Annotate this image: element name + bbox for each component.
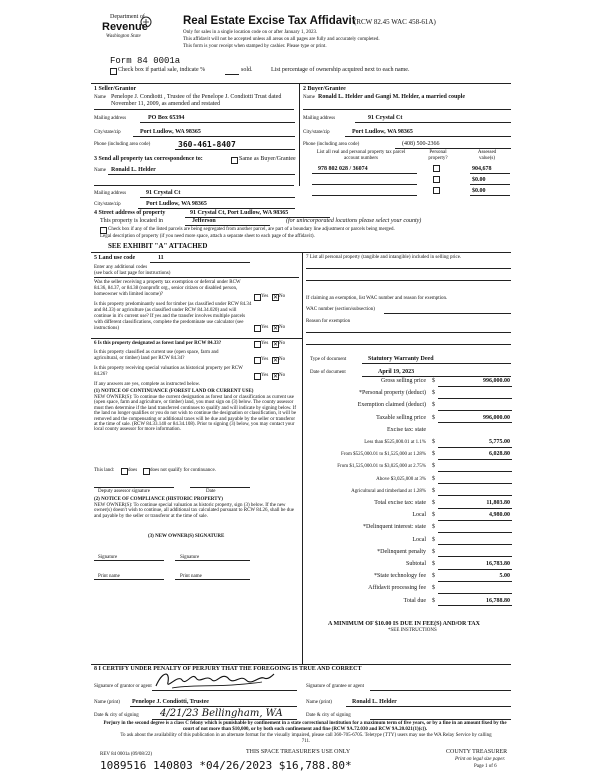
section3-name[interactable]: Ronald L. Helder — [111, 167, 156, 173]
ownership-pct-note: List percentage of ownership acquired next to each name. — [271, 67, 410, 73]
header-note-1: Only for sales in a single location code on or after January 1, 2023. — [183, 30, 318, 35]
section5-heading: 5 Land use code — [94, 255, 136, 261]
tax-row-label: *Personal property (deduct) — [359, 390, 426, 397]
same-as-buyer-label: Same as Buyer/Grantee — [239, 156, 296, 162]
tax-row-underline — [438, 471, 512, 472]
tax-row-currency: $ — [432, 585, 435, 592]
legal-description-label: Legal description of property (if you need more space, attach a separate sheet to each page of the affidavit). — [100, 234, 315, 239]
q-timber-no[interactable]: ✕ — [273, 325, 279, 332]
q-historic: Is this property receiving special valuation as historical property per RCW 84.26? — [94, 366, 243, 377]
logo-revenue-word: Revenue — [102, 21, 148, 33]
section3-name-label: Name — [94, 168, 106, 173]
tax-row-underline — [438, 593, 512, 594]
parcel-3-value[interactable]: $0.00 — [472, 188, 486, 194]
seller-city[interactable]: Port Ludlow, WA 98365 — [140, 129, 201, 135]
parcel-1-personal-checkbox[interactable] — [433, 165, 440, 172]
section3-mailing[interactable]: 91 Crystal Ct — [146, 190, 181, 196]
q-historic-no-label: No — [279, 373, 286, 378]
grantor-name[interactable]: Penelope J. Condiotti, Trustee — [132, 699, 209, 705]
q-timber-yes-label: Yes — [261, 325, 269, 330]
q-timber-yes[interactable] — [254, 325, 261, 332]
tax-row-currency: $ — [432, 402, 435, 409]
form-title: Real Estate Excise Tax Affidavit — [183, 15, 356, 27]
land-not-qualify-label: does not qualify for continuance. — [150, 468, 216, 473]
q-exemption-yes[interactable] — [254, 294, 261, 301]
logo-dept-line: Department of — [110, 14, 145, 20]
located-county[interactable]: Jefferson — [192, 218, 216, 224]
grantee-signature-label: Signature of grantee or agent — [306, 684, 365, 689]
tax-row-label: *State technology fee — [374, 573, 426, 580]
new-owner-signature-title: (3) NEW OWNER(S) SIGNATURE — [148, 534, 225, 539]
tax-row-underline — [438, 410, 512, 411]
parcel-2-value[interactable]: $0.00 — [472, 177, 486, 183]
tax-row-value[interactable]: 6,028.80 — [489, 451, 510, 458]
treasurer-stamp: 1089516 140803 *04/26/2023 $16,788.80* — [100, 759, 352, 772]
tax-row-value[interactable]: 4,980.00 — [489, 512, 510, 519]
tax-row-currency: $ — [432, 414, 435, 421]
perjury-notice: Perjury in the second degree is a class C felony which is punishable by confinement in a state correctional institution for a maximum term of five years, or by a fine in an amount fixed by the court of not more than $10,000, or by both such confinement and fine (RCW 9A.72.030 and RCW 9A.20.021(1)(c)). — [103, 721, 507, 732]
tax-row-underline — [438, 495, 512, 496]
same-as-buyer-checkbox[interactable] — [231, 157, 238, 164]
deputy-assessor-signature-label: Deputy assessor signature — [98, 489, 150, 494]
tax-row-label: Total excise tax: state — [374, 500, 426, 506]
tax-row-underline — [438, 422, 512, 423]
exhibit-a[interactable]: SEE EXHIBIT "A" ATTACHED — [108, 242, 208, 250]
tax-row-currency: $ — [432, 597, 435, 604]
q-exemption: Was the seller receiving a property tax exemption or deferral under RCW 84.36, 84.37, or 84.38 (nonprofit org., senior citizen or disabled person, homeowner with limited income)? — [94, 280, 241, 297]
if-any-yes: If any answers are yes, complete as instructed below. — [94, 382, 201, 387]
wac-number-label: WAC number (section/subsection) — [306, 307, 375, 312]
tax-row-currency: $ — [432, 561, 435, 567]
q-exemption-no-label: No — [279, 294, 286, 299]
tax-row-label: Local — [412, 512, 426, 519]
dor-logo — [76, 14, 154, 52]
notice-continuance-title: (1) NOTICE OF CONTINUANCE (FOREST LAND OR CURRENT USE) — [94, 389, 254, 394]
section4-heading: 4 Street address of property — [94, 210, 166, 216]
land-does-label: does — [128, 468, 138, 473]
segregated-note: Check box if any of the listed parcels are being segregated from another parcel, are part of a boundary line adjustment or parcels being merged. — [108, 227, 395, 232]
alternate-format-notice: To ask about the availability of this publication in an alternate format for the visually impaired, please call 360-705-6705. Teletype (TTY) users may use the WA Relay Service by calling 711. — [120, 733, 492, 744]
buyer-phone[interactable]: (408) 500-2366 — [402, 141, 440, 147]
buyer-city[interactable]: Port Ludlow, WA 98365 — [352, 129, 413, 135]
tax-row-underline — [438, 483, 512, 484]
q-forest-yes[interactable] — [254, 341, 261, 348]
tax-row-currency: $ — [432, 475, 435, 482]
grantor-signature-label: Signature of grantor or agent — [94, 684, 152, 689]
land-not-qualify-checkbox[interactable] — [143, 468, 150, 475]
q-timber-no-label: No — [279, 325, 286, 330]
assessed-value-header: Assessed value(s) — [477, 150, 497, 161]
tax-row-label: Affidavit processing fee — [368, 585, 426, 592]
q-forest-no-label: No — [279, 341, 286, 346]
print-legal-note: Print on legal size paper. — [455, 757, 506, 762]
tax-row-currency: $ — [432, 439, 435, 445]
segregated-checkbox[interactable] — [100, 227, 107, 234]
tax-row-currency: $ — [432, 390, 435, 397]
tax-row-label: Local — [412, 536, 426, 543]
header-note-2: This affidavit will not be accepted unless all areas on all pages are fully and accurately completed. — [183, 37, 380, 42]
county-treasurer-label: COUNTY TREASURER — [446, 749, 508, 755]
form-rcw: (RCW 82.45 WAC 458-61A) — [354, 18, 436, 26]
unincorporated-note: (for unincorporated locations please select your county) — [286, 218, 422, 224]
page-number: Page 1 of 6 — [474, 764, 497, 769]
parcel-2-personal-checkbox[interactable] — [433, 176, 440, 183]
tax-row-underline — [438, 581, 512, 582]
tax-row-label: Total due — [403, 597, 426, 604]
tax-row-label: Less than $525,000.01 at 1.1% — [364, 440, 426, 445]
buyer-heading: 2 Buyer/Grantee — [303, 86, 346, 92]
tax-row-value[interactable]: 5.00 — [499, 573, 510, 580]
wa-state-icon — [140, 16, 152, 28]
header-note-3: This form is your receipt when stamped by cashier. Please type or print. — [183, 44, 327, 49]
new-owner-print-name-1: Print name — [98, 574, 120, 579]
section7-heading: 7 List all personal property (tangible and intangible) included in selling price. — [306, 255, 462, 260]
q-historic-no[interactable]: ✕ — [273, 373, 279, 380]
seller-mailing-label: Mailing address — [94, 116, 127, 121]
q-historic-yes[interactable] — [254, 373, 261, 380]
q-current-use-yes[interactable] — [254, 357, 261, 364]
tax-row-value[interactable]: 16,783.80 — [486, 561, 510, 567]
tax-row-label: Agricultural and timberland at 1.28% — [351, 488, 426, 494]
buyer-phone-label: Phone (including area code) — [303, 142, 360, 147]
this-land-label: This land: — [94, 468, 115, 473]
land-use-code[interactable]: 11 — [158, 255, 164, 261]
deputy-date-label: Date — [206, 489, 216, 494]
form-revision: REV 84 0001a (09/08/22) — [100, 752, 152, 757]
partial-sale-checkbox[interactable] — [110, 68, 117, 75]
buyer-name-label: Name — [303, 95, 315, 100]
parcel-1-number[interactable]: 978 802 028 / 36074 — [318, 166, 368, 172]
section3-heading: 3 Send all property tax correspondence to: — [94, 156, 203, 162]
tax-row-currency: $ — [432, 573, 435, 580]
additional-codes-label: Enter any additional codes — [94, 265, 148, 270]
tax-row-value[interactable]: 5,775.00 — [489, 439, 510, 445]
parcel-1-value[interactable]: 904,678 — [472, 166, 492, 172]
parcel-header: List all real and personal property tax parcel account numbers — [316, 150, 406, 161]
tax-row-underline — [438, 605, 512, 606]
land-does-checkbox[interactable] — [121, 468, 128, 475]
tax-row-currency: $ — [432, 548, 435, 555]
tax-row-label: Subtotal — [405, 561, 426, 567]
exemption-reason-label: Reason for exemption — [306, 319, 351, 324]
new-owner-print-name-2: Print name — [180, 574, 202, 579]
new-owner-signature-label-1: Signature — [98, 555, 118, 560]
buyer-mailing[interactable]: 91 Crystal Ct — [368, 115, 403, 121]
tax-row-currency: $ — [432, 378, 435, 384]
doc-type-label: Type of document — [310, 357, 347, 362]
notice-continuance-body: NEW OWNER(S): To continue the current designation as forest land or classification as current use (open space, farm and agriculture, or timber) land, you must sign on (3) below. The county assessor must then determine if the land transferred continues to qualify and will indicate by signing below. If the land no longer qualifies or you do not wish to continue the designation or classification, it will be removed and the compensating or additional taxes will be due and payable by the seller or transferor at the time of sale. (RCW 84.33.140 or 84.34.108). Prior to signing (3) below, you may contact your local county assessor for more information. — [94, 395, 297, 433]
buyer-city-label: City/state/zip — [303, 130, 330, 135]
tax-row-currency: $ — [432, 536, 435, 543]
tax-row-value[interactable]: 996,000.00 — [483, 378, 510, 384]
tax-row-currency: $ — [432, 463, 435, 470]
sold-label: sold. — [241, 67, 253, 73]
tax-row-value[interactable]: 16,788.80 — [486, 597, 510, 604]
tax-row-underline — [438, 447, 512, 448]
tax-row-underline — [438, 386, 512, 387]
section8-heading: 8 I CERTIFY UNDER PENALTY OF PERJURY THAT THE FOREGOING IS TRUE AND CORRECT — [94, 666, 362, 672]
grantor-signature-image — [152, 668, 277, 692]
tax-row-label: Excise tax: state — [387, 426, 426, 433]
tax-row-underline — [438, 569, 512, 570]
notice-compliance-title: (2) NOTICE OF COMPLIANCE (HISTORIC PROPERTY) — [94, 497, 223, 502]
seller-phone-label: Phone (including area code) — [94, 142, 151, 147]
q-exemption-yes-label: Yes — [261, 294, 269, 299]
tax-row-currency: $ — [432, 500, 435, 506]
tax-row-underline — [438, 556, 512, 557]
doc-date-value[interactable]: April 19, 2023 — [378, 369, 415, 375]
q-forest-yes-label: Yes — [261, 341, 269, 346]
tax-row-label: Gross selling price — [381, 378, 426, 384]
seller-phone[interactable]: 360-461-8407 — [178, 140, 236, 149]
tax-row-underline — [438, 532, 512, 533]
tax-row-currency: $ — [432, 487, 435, 494]
form-number: Form 84 0001a — [110, 56, 181, 66]
doc-date-label: Date of document — [310, 370, 346, 375]
see-instructions-note: *SEE INSTRUCTIONS — [388, 628, 437, 633]
seller-name-label: Name — [94, 95, 106, 100]
tax-row-label: *Delinquent penalty — [377, 548, 426, 555]
tax-row-value[interactable]: 996,000.00 — [483, 414, 510, 421]
q-historic-yes-label: Yes — [261, 373, 269, 378]
tax-row-label: From $1,525,000.01 to $3,025,000 at 2.75% — [337, 464, 426, 470]
tax-row-underline — [438, 544, 512, 545]
doc-type-value[interactable]: Statutory Warranty Deed — [368, 356, 434, 362]
buyer-mailing-label: Mailing address — [303, 116, 336, 121]
tax-row-label: *Delinquent interest: state — [363, 524, 426, 531]
notice-compliance-body: NEW OWNER(S): To continue special valuation as historic property, sign (3) below. If the new owner(s) doesn't wish to continue, all additional tax calculated pursuant to RCW 84.26, shall be due and payable by the seller or transferor at the time of sale. — [94, 503, 294, 519]
q-current-use-no-label: No — [279, 357, 286, 362]
section3-mailing-label: Mailing address — [94, 191, 127, 196]
tax-row-underline — [438, 520, 512, 521]
seller-mailing[interactable]: PO Box 65394 — [148, 115, 185, 121]
seller-heading: 1 Seller/Grantor — [94, 86, 137, 92]
grantor-name-label: Name (print) — [94, 700, 120, 705]
section3-city-label: City/state/zip — [94, 202, 121, 207]
tax-table — [306, 378, 516, 614]
q-exemption-no[interactable]: ✕ — [273, 294, 279, 301]
grantee-date-label: Date & city of signing — [306, 713, 351, 718]
q-forest-no[interactable]: ✕ — [273, 341, 279, 348]
section6-heading: 6 Is this property designated as forest land per RCW 84.33? — [94, 341, 222, 346]
q-current-use-yes-label: Yes — [261, 357, 269, 362]
grantor-date-city[interactable]: 4/21/23 Bellingham, WA — [160, 708, 283, 719]
grantor-date-label: Date & city of signing — [94, 713, 139, 718]
buyer-name[interactable]: Ronald L. Helder and Gangi M. Helder, a married couple — [318, 94, 466, 100]
street-address[interactable]: 91 Crystal Ct, Port Ludlow, WA 98365 — [190, 210, 289, 216]
tax-row-currency: $ — [432, 451, 435, 458]
section3-city[interactable]: Port Ludlow, WA 98365 — [146, 201, 207, 207]
tax-row-label: Above $3,025,000 at 3% — [376, 476, 426, 482]
seller-city-label: City/state/zip — [94, 130, 121, 135]
q-current-use-no[interactable]: ✕ — [273, 357, 279, 364]
seller-name[interactable]: Penelope J. Condiotti , Trustee of the Penelope J. Condiotti Trust dated November 11, 2009, as amended and restated — [111, 94, 282, 107]
new-owner-signature-label-2: Signature — [180, 555, 200, 560]
treasurer-space-label: THIS SPACE TREASURER'S USE ONLY — [246, 749, 351, 755]
personal-property-header: Personal property? — [428, 150, 448, 161]
q-current-use: Is this property classified as current use (open space, farm and agricultural, or timber) land per RCW 84.34? — [94, 350, 219, 361]
tax-row-underline — [438, 508, 512, 509]
exemption-claim-label: If claiming an exemption, list WAC number and reason for exemption. — [306, 296, 448, 301]
tax-row-value[interactable]: 11,803.80 — [486, 500, 510, 506]
located-label: This property is located in — [100, 218, 163, 224]
minimum-due-note: A MINIMUM OF $10.00 IS DUE IN FEE(S) AND/OR TAX — [328, 621, 480, 627]
tax-row-underline — [438, 398, 512, 399]
tax-row-underline — [438, 459, 512, 460]
parcel-3-personal-checkbox[interactable] — [433, 187, 440, 194]
logo-washington-state: Washington State — [106, 34, 141, 39]
q-timber: Is this property predominantly used for timber (as classified under RCW 84.34 and 84.33) or agriculture (as classified under RCW 84.34.020) and will continue in it's current use? If yes and the transfer involves multiple parcels with different classifications, complete the predominate use calculator (see instructions) — [94, 302, 252, 331]
grantee-name[interactable]: Ronald L. Helder — [352, 699, 397, 705]
tax-row-label: Exemption claimed (deduct) — [357, 402, 426, 409]
see-back-label: (see back of last page for instructions) — [94, 271, 171, 276]
partial-sale-label: Check box if partial sale, indicate % — [118, 67, 206, 73]
grantee-name-label: Name (print) — [306, 700, 332, 705]
tax-row-currency: $ — [432, 524, 435, 531]
tax-row-currency: $ — [432, 512, 435, 519]
tax-row-label: Taxable selling price — [376, 414, 426, 421]
tax-row-label: From $525,000.01 to $1,525,000 at 1.28% — [341, 452, 426, 458]
